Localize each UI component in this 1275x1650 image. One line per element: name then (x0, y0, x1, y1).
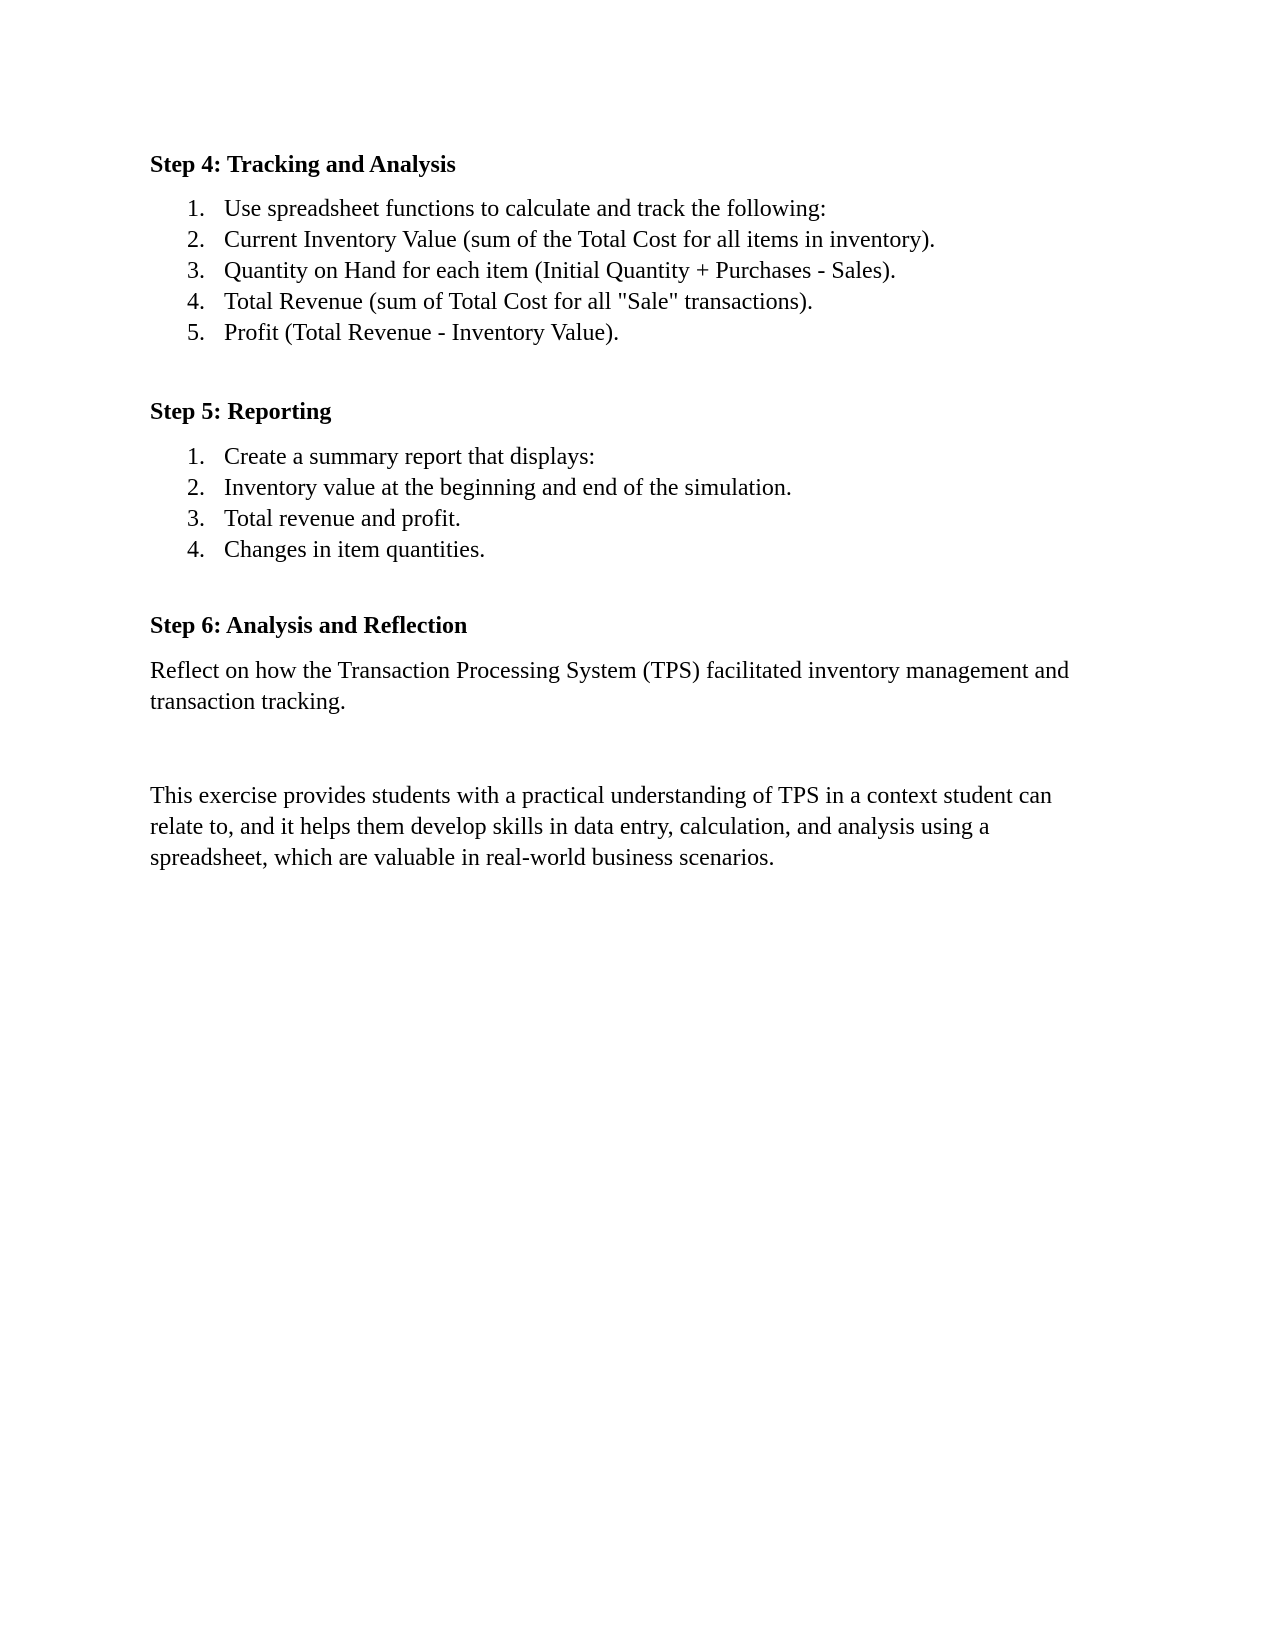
step6-heading: Step 6: Analysis and Reflection (150, 613, 468, 639)
list-item-text: Total Revenue (sum of Total Cost for all "Sale" transactions). (224, 289, 813, 315)
list-item-number: 1. (187, 444, 205, 470)
list-item-text: Total revenue and profit. (224, 506, 461, 532)
list-item-number: 2. (187, 475, 205, 501)
list-item-number: 2. (187, 227, 205, 253)
closing-paragraph: This exercise provides students with a practical understanding of TPS in a context student can relate to, and it helps them develop skills in data entry, calculation, and analysis using a spreadsheet, which are valuable in real-world business scenarios. (150, 783, 1053, 871)
list-item-number: 3. (187, 506, 205, 532)
list-item-text: Changes in item quantities. (224, 537, 486, 563)
list-item-text: Create a summary report that displays: (224, 444, 596, 470)
step6-paragraph: Reflect on how the Transaction Processing System (TPS) facilitated inventory management and transaction tracking. (150, 658, 1070, 715)
list-item-text: Use spreadsheet functions to calculate and track the following: (224, 196, 827, 222)
list-item-text: Profit (Total Revenue - Inventory Value). (224, 320, 620, 346)
list-item-number: 4. (187, 289, 205, 315)
list-item-text: Inventory value at the beginning and end of the simulation. (224, 475, 792, 501)
list-item-text: Current Inventory Value (sum of the Total Cost for all items in inventory). (224, 227, 936, 253)
list-item-number: 3. (187, 258, 205, 284)
list-item-number: 1. (187, 196, 205, 222)
list-item-number: 4. (187, 537, 205, 563)
list-item-number: 5. (187, 320, 205, 346)
step4-heading: Step 4: Tracking and Analysis (150, 152, 456, 178)
step5-heading: Step 5: Reporting (150, 399, 332, 425)
list-item-text: Quantity on Hand for each item (Initial Quantity + Purchases - Sales). (224, 258, 897, 284)
